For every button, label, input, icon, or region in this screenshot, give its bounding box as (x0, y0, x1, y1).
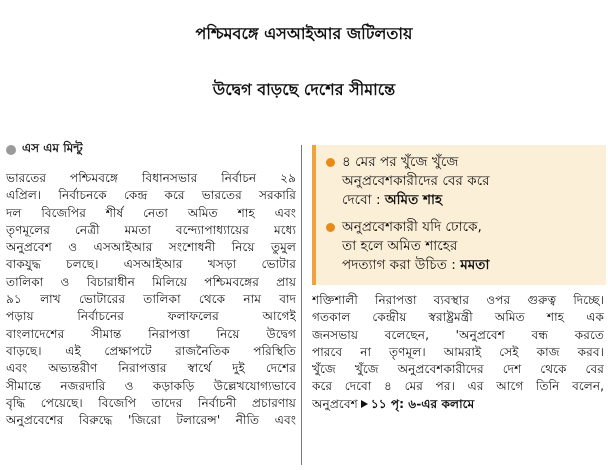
article-line: বৃদ্ধি পেয়েছে। বিজেপি তাদের নির্বাচনী প্রচারণায় (6, 395, 296, 410)
jump-reference-link[interactable]: ১১ পৃ: ৬-এর কলামে (370, 396, 475, 411)
article-line: তালিকা ও বিচারাধীন মিলিয়ে পশ্চিমবঙ্গের প্রায় (6, 274, 296, 289)
article-line: তৃণমূলের নেত্রী মমতা বন্দ্যোপাধ্যায়ের মধ্যে (6, 222, 296, 237)
article-line: দল বিজেপির শীর্ষ নেতা অমিত শাহ এবং (6, 205, 296, 220)
bullet-icon (326, 158, 335, 167)
article-line: করে দেবো ৪ মের পর। এর আগে তিনি বলেন, (312, 379, 604, 394)
article-line: পড়ায় নির্বাচনের ফলাফলের আগেই (6, 309, 296, 324)
byline (6, 141, 83, 159)
byline-author[interactable]: এস এম মিন্টু (22, 141, 83, 155)
column-divider (301, 145, 302, 465)
article-line: ৯১ লাখ ভোটারের তালিকা থেকে নাম বাদ (6, 292, 296, 307)
article-line: জনসভায় বলেছেন, 'অনুপ্রবেশ বন্ধ করতে (312, 327, 604, 342)
bullet-icon (326, 223, 335, 232)
headline-line-1: পশ্চিমবঙ্গে এসআইআর জটিলতায় (195, 24, 413, 43)
article-line: ভারতের পশ্চিমবঙ্গে বিধানসভার নির্বাচন ২৯ (6, 171, 296, 185)
continuation-word: অনুপ্রবেশ (312, 396, 358, 411)
quote-line: তা হলে অমিত শাহের (342, 238, 458, 254)
byline-dot-icon (6, 145, 16, 155)
quote-speaker: মমতা (460, 257, 490, 273)
article-line: বাকযুদ্ধ চলছে। এসআইআর খসড়া ভোটার (6, 257, 296, 272)
quote-speaker: অমিত শাহ (384, 192, 443, 208)
article-line: বাড়ছে। এই প্রেক্ষাপটে রাজনৈতিক পরিস্থিতি (6, 343, 296, 358)
quote-item (326, 153, 598, 210)
quote-callout (312, 145, 606, 285)
article-line: শক্তিশালী নিরাপত্তা ব্যবস্থার ওপর গুরুত্ব দিচ্ছে। (312, 293, 604, 307)
headline (0, 0, 608, 122)
quote-separator: : (371, 192, 385, 208)
quote-line: অনুপ্রবেশকারী যদি ঢোকে, (342, 219, 482, 235)
quote-line: অনুপ্রবেশকারীদের বের করে (342, 173, 490, 189)
article-line: এবং অভ্যন্তরীণ নিরাপত্তার স্বার্থে দুই দেশের (6, 361, 296, 376)
article-left-column (6, 170, 296, 429)
quote-line-last (342, 256, 598, 275)
quote-line: ৪ মের পর খুঁজে খুঁজে (342, 154, 459, 170)
article-line-continuation (312, 396, 604, 413)
quote-separator: : (446, 257, 461, 273)
article-line: গতকাল কেন্দ্রীয় স্বরাষ্ট্রমন্ত্রী অমিত শাহ এক (312, 310, 604, 325)
article-line: খুঁজে খুঁজে অনুপ্রবেশকারীদের দেশ থেকে বের (312, 362, 604, 377)
article-right-column (312, 292, 604, 413)
article-line: বাংলাদেশের সীমান্ত নিরাপত্তা নিয়ে উদ্বেগ (6, 326, 296, 341)
article-line: পারবে না তৃণমূল। আমরাই সেই কাজ করব। (312, 344, 604, 359)
quote-text: দেবো (342, 192, 372, 208)
quote-item (326, 218, 598, 275)
arrow-right-icon (361, 400, 368, 408)
headline-line-2: উদ্বেগ বাড়ছে দেশের সীমান্তে (212, 80, 396, 99)
article-line: এপ্রিল। নির্বাচনকে কেন্দ্র করে ভারতের সরকারি (6, 188, 296, 203)
article-line: অনুপ্রবেশ ও এসআইআর সংশোধনী নিয়ে তুমুল (6, 240, 296, 255)
quote-text: পদত্যাগ করা উচিত (342, 257, 447, 273)
quote-line-last (342, 191, 598, 210)
article-line: সীমান্তে নজরদারি ও কড়াকড়ি উল্লেখযোগ্যভাবে (6, 378, 296, 393)
article-line: অনুপ্রবেশের বিরুদ্ধে 'জিরো টলারেন্স' নীতি এবং (6, 413, 296, 428)
